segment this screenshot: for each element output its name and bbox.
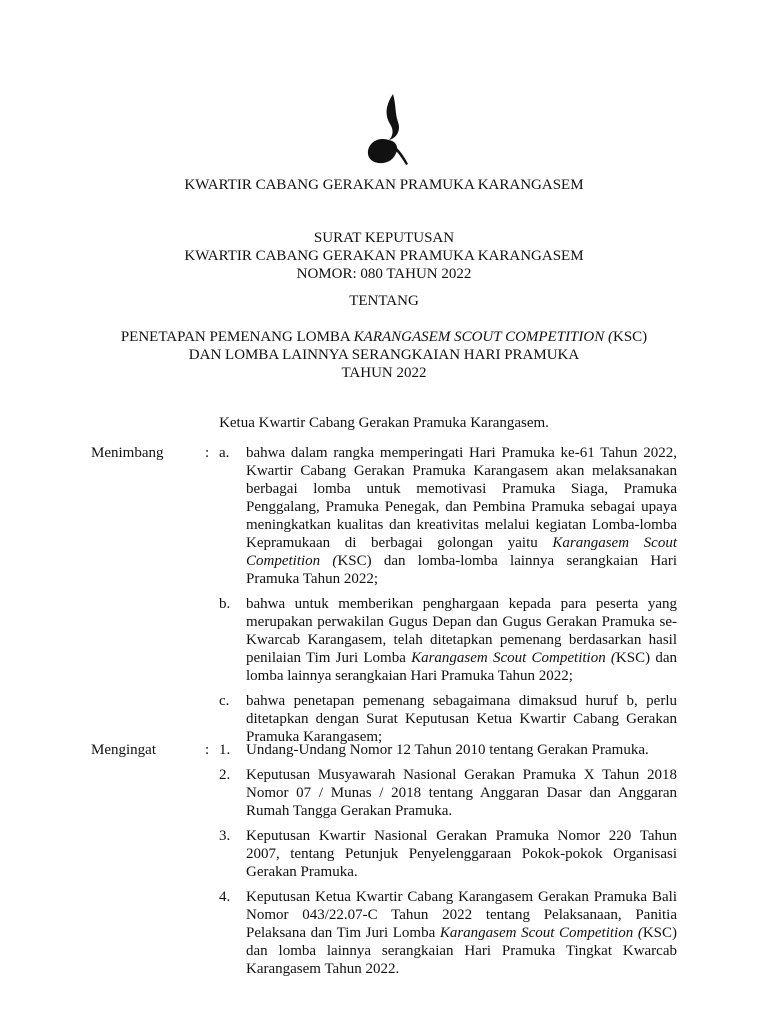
section-label: Menimbang xyxy=(91,445,164,461)
decree-title xyxy=(0,229,768,283)
section-colon: : xyxy=(205,445,210,461)
item-text: Keputusan Kwartir Nasional Gerakan Pramuka Nomor 220 Tahun 2007, tentang Petunjuk Penyelenggaraan Pokok-pokok Organisasi Gerakan Pramuka. xyxy=(246,828,677,880)
item-text: bahwa untuk memberikan penghargaan kepada para peserta yang merupakan perwakilan Gugus Depan dan Gugus Gerakan Pramuka se-Kwarcab Karangasem, telah ditetapkan pemenang berdasarkan hasil penilaian Tim Juri Lomba Karangasem Scout Competition (KSC) dan lomba lainnya serangkaian Hari Pramuka Tahun 2022; xyxy=(246,596,677,684)
item-marker: c. xyxy=(219,693,230,709)
list-item xyxy=(91,741,677,759)
subject-line-3: TAHUN 2022 xyxy=(341,365,427,381)
item-marker: a. xyxy=(219,445,230,461)
item-marker: b. xyxy=(219,596,231,612)
decree-number: NOMOR: 080 TAHUN 2022 xyxy=(296,266,472,282)
decree-subject xyxy=(0,328,768,382)
item-marker: 2. xyxy=(219,767,231,783)
item-marker: 1. xyxy=(219,742,231,758)
item-text: bahwa dalam rangka memperingati Hari Pramuka ke-61 Tahun 2022, Kwartir Cabang Gerakan Pramuka Karangasem akan melaksanakan berbagai lomba untuk memotivasi Pramuka Siaga, Pramuka Penggalang, Pramuka Penegak, dan Pembina Pramuka sebagai upaya meningkatkan kualitas dan kreativitas melalui kegiatan Lomba-lomba Kepramukaan di berbagai golongan yaitu Karangasem Scout Competition (KSC) dan lomba-lomba lainnya serangkaian Hari Pramuka Tahun 2022; xyxy=(246,445,677,587)
list-item xyxy=(91,595,677,685)
list-item xyxy=(91,692,677,746)
item-text: Keputusan Ketua Kwartir Cabang Karangasem Gerakan Pramuka Bali Nomor 043/22.07-C Tahun 2022 tentang Pelaksanaan, Panitia Pelaksana dan Tim Juri Lomba Karangasem Scout Competition (KSC) dan lomba lainnya serangkaian Hari Pramuka Tingkat Kwarcab Karangasem Tahun 2022. xyxy=(246,889,677,977)
item-text: Undang-Undang Nomor 12 Tahun 2010 tentang Gerakan Pramuka. xyxy=(246,742,649,758)
list-item xyxy=(91,827,677,881)
item-marker: 3. xyxy=(219,828,231,844)
decree-org: KWARTIR CABANG GERAKAN PRAMUKA KARANGASEM xyxy=(184,248,584,264)
item-marker: 4. xyxy=(219,889,231,905)
list-item xyxy=(91,766,677,820)
pramuka-tunas-kelapa-logo xyxy=(363,92,409,166)
menimbang-section xyxy=(91,444,677,753)
decree-type: SURAT KEPUTUSAN xyxy=(313,230,455,246)
section-colon: : xyxy=(205,742,210,758)
list-item xyxy=(91,888,677,978)
about-heading: TENTANG xyxy=(349,293,419,309)
subject-line-1: PENETAPAN PEMENANG LOMBA KARANGASEM SCOUT COMPETITION (KSC) xyxy=(120,329,648,345)
section-label: Mengingat xyxy=(91,742,156,758)
list-item xyxy=(91,444,677,588)
item-text: Keputusan Musyawarah Nasional Gerakan Pramuka X Tahun 2018 Nomor 07 / Munas / 2018 tentang Anggaran Dasar dan Anggaran Rumah Tangga Gerakan Pramuka. xyxy=(246,767,677,819)
item-text: bahwa penetapan pemenang sebagaimana dimaksud huruf b, perlu ditetapkan dengan Surat Keputusan Ketua Kwartir Cabang Gerakan Pramuka Karangasem; xyxy=(246,693,677,745)
mengingat-section xyxy=(91,741,677,985)
opening-statement: Ketua Kwartir Cabang Gerakan Pramuka Karangasem. xyxy=(219,415,549,431)
subject-line-2: DAN LOMBA LAINNYA SERANGKAIAN HARI PRAMUKA xyxy=(188,347,580,363)
org-heading: KWARTIR CABANG GERAKAN PRAMUKA KARANGASEM xyxy=(184,177,584,193)
